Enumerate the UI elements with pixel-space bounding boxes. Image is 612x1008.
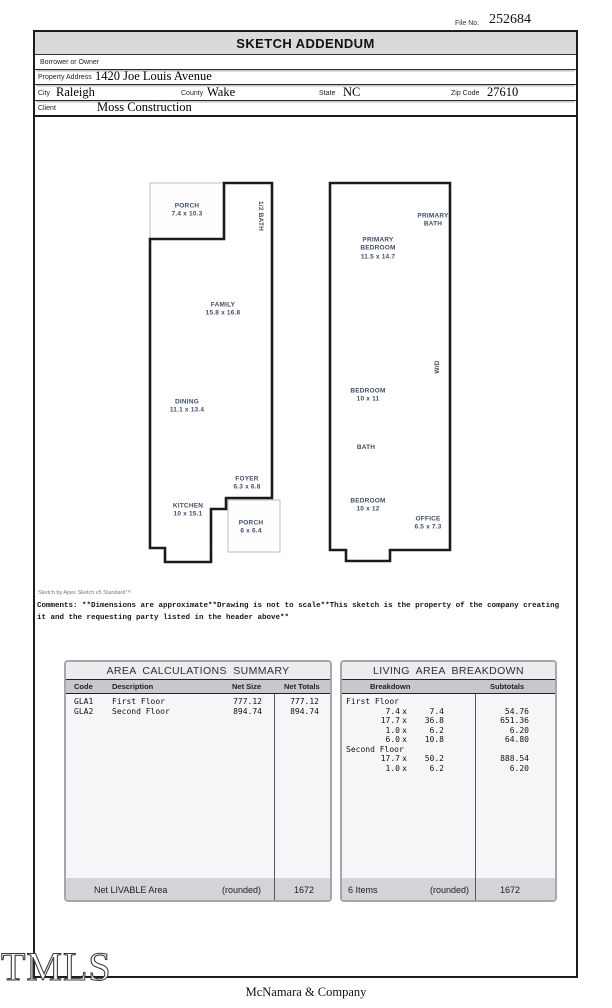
breakdown-row	[342, 716, 555, 726]
area-calculations-summary-table	[64, 660, 332, 902]
living-breakdown-footer	[342, 878, 555, 900]
form-row-client	[35, 101, 576, 117]
area-summary-title: AREA CALCULATIONS SUMMARY	[66, 662, 330, 680]
room-label-dining	[170, 399, 204, 416]
property-address-value: 1420 Joe Louis Avenue	[95, 69, 212, 83]
breakdown-factor-a: 1.0	[385, 725, 400, 735]
breakdown-row	[342, 707, 555, 717]
state-value: NC	[343, 85, 361, 99]
footer-total: 1672	[500, 885, 521, 895]
room-dims: 6 x 6.4	[240, 528, 262, 535]
comments-block	[37, 601, 569, 624]
area-description: First Floor	[112, 697, 165, 706]
column-divider	[475, 694, 476, 900]
room-label-office	[414, 516, 441, 533]
breakdown-row	[342, 726, 555, 736]
breakdown-factor-b: 7.4	[429, 706, 444, 716]
file-number-value: 252684	[489, 12, 531, 27]
tmls-watermark: TMLS	[1, 944, 112, 989]
area-summary-header-row	[66, 680, 330, 694]
multiply-symbol: x	[402, 754, 407, 763]
room-dims: 10 x 15.1	[173, 511, 203, 518]
column-divider	[274, 694, 275, 900]
area-code: GLA1	[74, 697, 94, 706]
multiply-symbol: x	[402, 725, 407, 735]
sketch-attribution: Sketch by Apex Sketch v5 Standard™	[38, 590, 131, 596]
room-name: PORCH	[174, 202, 200, 210]
multiply-symbol: x	[402, 716, 407, 725]
room-name: BEDROOM	[350, 387, 386, 395]
room-dims: 10 x 11	[356, 396, 380, 403]
breakdown-subtotal: 54.76	[504, 706, 529, 716]
room-label-primary-bedroom	[355, 236, 401, 261]
area-description: Second Floor	[112, 706, 170, 716]
multiply-symbol: x	[402, 735, 407, 744]
room-name: W/D	[433, 360, 441, 374]
room-name: PRIMARY BATH	[417, 212, 449, 228]
breakdown-factor-a: 17.7	[380, 716, 400, 725]
room-name: KITCHEN	[172, 502, 204, 510]
living-breakdown-rows	[342, 694, 555, 878]
breakdown-factor-a: 1.0	[385, 763, 400, 773]
footer-label: Net LIVABLE Area	[94, 885, 168, 895]
form-row-borrower	[35, 55, 576, 70]
room-label-kitchen	[173, 503, 203, 520]
breakdown-factor-a: 17.7	[380, 754, 400, 763]
breakdown-subtotal: 651.36	[500, 716, 529, 725]
area-net-total: 894.74	[290, 706, 319, 716]
breakdown-row	[342, 764, 555, 774]
header-net-size: Net Size	[232, 682, 262, 691]
property-address-label: Property Address	[38, 74, 92, 81]
room-name: FAMILY	[210, 301, 236, 309]
footer-rounded: (rounded)	[430, 885, 470, 895]
room-dims: 6.5 x 7.3	[414, 524, 442, 531]
breakdown-subtotal: 6.20	[509, 763, 529, 773]
area-net-size: 894.74	[233, 706, 262, 716]
area-summary-rows	[66, 694, 330, 878]
room-name: BEDROOM	[350, 497, 386, 505]
room-dims: 6.3 x 6.8	[233, 484, 261, 491]
state-label: State	[319, 90, 336, 97]
room-label-half-bath	[256, 201, 264, 231]
room-name: 1/2 BATH	[257, 200, 265, 232]
zip-value: 27610	[487, 85, 519, 99]
comments-label: Comments:	[37, 602, 78, 610]
breakdown-factor-b: 50.2	[424, 754, 444, 763]
form-row-property-address	[35, 70, 576, 85]
client-value: Moss Construction	[97, 100, 192, 114]
multiply-symbol: x	[402, 706, 407, 716]
area-summary-row	[66, 707, 330, 717]
page-title: SKETCH ADDENDUM	[236, 35, 375, 51]
breakdown-subtotal: 64.80	[504, 735, 529, 744]
room-dims: 11.5 x 14.7	[360, 253, 396, 261]
company-footer: McNamara & Company	[245, 985, 367, 999]
breakdown-factor-b: 36.8	[424, 716, 444, 725]
room-label-washer-dryer	[434, 360, 442, 373]
footer-total: 1672	[294, 885, 315, 895]
room-label-primary-bath	[410, 213, 456, 230]
breakdown-section-name: Second Floor	[346, 744, 404, 754]
header-description: Description	[112, 682, 154, 691]
comments-text: **Dimensions are approximate**Drawing is not to scale**This sketch is the property of the company creating it and the requesting party listed in the header above**	[37, 602, 560, 622]
room-dims: 11.1 x 13.4	[169, 407, 205, 414]
room-label-bedroom-1	[350, 388, 385, 405]
zip-label: Zip Code	[451, 90, 480, 97]
area-code: GLA2	[74, 706, 94, 716]
borrower-label: Borrower or Owner	[40, 59, 100, 66]
living-area-breakdown-table	[340, 660, 557, 902]
title-bar	[35, 32, 576, 55]
breakdown-subtotal: 6.20	[509, 725, 529, 735]
county-label: County	[181, 90, 204, 97]
area-net-size: 777.12	[233, 697, 262, 706]
city-label: City	[38, 90, 51, 97]
breakdown-row	[342, 735, 555, 745]
room-label-porch-top	[172, 203, 203, 220]
room-label-porch-bottom	[239, 520, 263, 537]
header-subtotals: Subtotals	[490, 682, 525, 691]
breakdown-section-name: First Floor	[346, 697, 399, 706]
footer-label: 6 Items	[348, 885, 378, 895]
room-name: PORCH	[238, 519, 264, 527]
client-label: Client	[38, 105, 56, 112]
room-name: PRIMARY BEDROOM	[360, 236, 396, 252]
room-name: FOYER	[235, 475, 259, 483]
room-label-foyer	[233, 476, 260, 493]
city-value: Raleigh	[56, 85, 95, 99]
area-summary-footer	[66, 878, 330, 900]
file-number-label: File No.	[455, 20, 480, 27]
breakdown-row	[342, 754, 555, 764]
footer-rounded: (rounded)	[222, 885, 262, 895]
living-breakdown-title: LIVING AREA BREAKDOWN	[342, 662, 555, 680]
room-dims: 7.4 x 10.3	[171, 211, 203, 218]
breakdown-factor-b: 10.8	[424, 735, 444, 744]
room-label-bedroom-2	[350, 498, 385, 515]
breakdown-subtotal: 888.54	[500, 754, 529, 763]
county-value: Wake	[207, 85, 236, 99]
breakdown-factor-b: 6.2	[429, 763, 444, 773]
area-net-total: 777.12	[290, 697, 319, 706]
room-label-family	[206, 302, 241, 319]
breakdown-factor-b: 6.2	[429, 725, 444, 735]
living-breakdown-header-row	[342, 680, 555, 694]
area-summary-row	[66, 697, 330, 707]
form-row-city-county-state-zip	[35, 85, 576, 101]
room-name: OFFICE	[415, 515, 441, 523]
room-dims: 10 x 12	[356, 506, 380, 513]
breakdown-factor-a: 6.0	[385, 735, 400, 744]
header-net-totals: Net Totals	[284, 682, 320, 691]
room-dims: 15.8 x 16.8	[205, 310, 241, 317]
header-breakdown: Breakdown	[370, 682, 411, 691]
breakdown-factor-a: 7.4	[385, 706, 400, 716]
room-label-bath	[357, 444, 375, 452]
room-name: DINING	[175, 398, 199, 406]
room-name: BATH	[356, 443, 376, 451]
multiply-symbol: x	[402, 763, 407, 773]
header-code: Code	[74, 682, 93, 691]
